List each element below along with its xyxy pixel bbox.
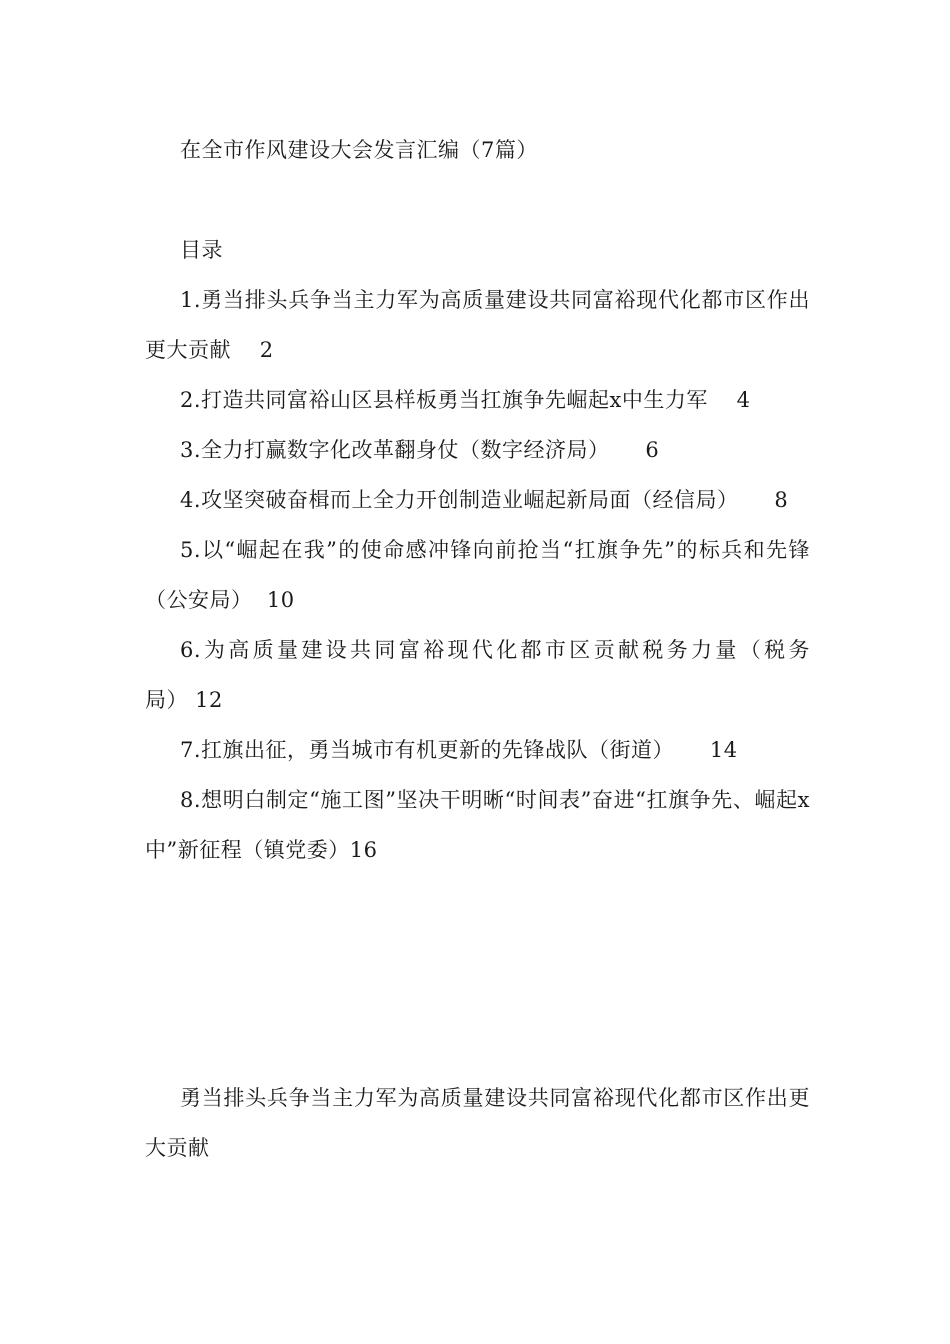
toc-item-1: 1.勇当排头兵争当主力军为高质量建设共同富裕现代化都市区作出更大贡献 2 (145, 288, 810, 362)
toc-item-2: 2.打造共同富裕山区县样板勇当扛旗争先崛起x中生力军 4 (180, 388, 751, 412)
toc-item-4: 4.攻坚突破奋楫而上全力开创制造业崛起新局面（经信局） 8 (180, 488, 789, 512)
toc-item-3: 3.全力打赢数字化改革翻身仗（数字经济局） 6 (180, 438, 660, 462)
toc-heading: 目录 (180, 238, 223, 262)
section-heading: 勇当排头兵争当主力军为高质量建设共同富裕现代化都市区作出更大贡献 (145, 1086, 810, 1160)
document-title: 在全市作风建设大会发言汇编（7篇） (180, 138, 538, 162)
toc-item-6: 6.为高质量建设共同富裕现代化都市区贡献税务力量（税务局） 12 (145, 638, 810, 712)
toc-item-5: 5.以“崛起在我”的使命感冲锋向前抢当“扛旗争先”的标兵和先锋（公安局） 10 (145, 538, 810, 612)
toc-item-7: 7.扛旗出征，勇当城市有机更新的先锋战队（街道） 14 (180, 738, 738, 762)
toc-item-8: 8.想明白制定“施工图”坚决干明晰“时间表”奋进“扛旗争先、崛起x中”新征程（镇党委）16 (145, 788, 810, 862)
